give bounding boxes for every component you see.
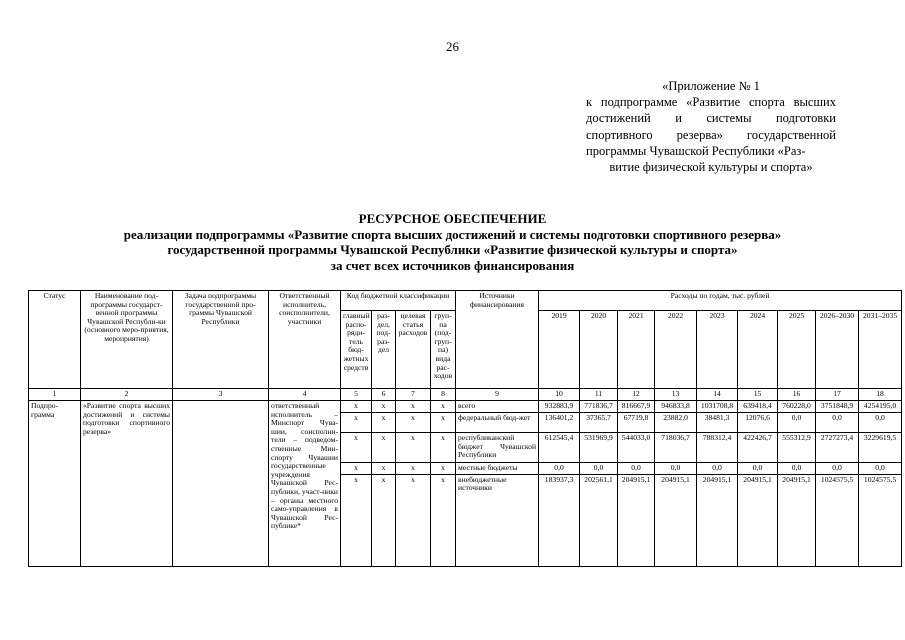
column-number: 8 [431, 389, 456, 401]
x-mark: x [341, 401, 372, 413]
value-cell: 0,0 [697, 463, 738, 475]
header-budget-code: Код бюджетной классификации [341, 291, 456, 311]
appendix-body: к подпрограмме «Развитие спорта высших достижений и системы подготовки спортивного резерва» государственной программы Чувашской Республики «Раз- [586, 95, 836, 158]
subprogram-name-cell: «Развитие спорта высших достижений и системы подготовки спортивного резерва» [81, 401, 173, 567]
value-cell: 932883,9 [539, 401, 580, 413]
value-cell: 555312,9 [778, 433, 816, 463]
x-mark: x [431, 413, 456, 433]
value-cell: 23882,0 [655, 413, 697, 433]
value-cell: 1031708,8 [697, 401, 738, 413]
value-cell: 183937,3 [539, 474, 580, 566]
x-mark: x [431, 433, 456, 463]
value-cell: 12076,6 [738, 413, 778, 433]
value-cell: 0,0 [778, 413, 816, 433]
table-row [29, 401, 902, 413]
value-cell: 639418,4 [738, 401, 778, 413]
source-cell: местные бюджеты [456, 463, 539, 475]
x-mark: x [396, 463, 431, 475]
column-number: 17 [816, 389, 859, 401]
value-cell: 0,0 [859, 413, 902, 433]
column-number: 1 [29, 389, 81, 401]
value-cell: 136401,2 [539, 413, 580, 433]
header-group: груп-па (под-груп-па) вида рас-ходов [431, 311, 456, 389]
column-number: 3 [173, 389, 269, 401]
value-cell: 0,0 [580, 463, 618, 475]
x-mark: x [396, 433, 431, 463]
value-cell: 531969,9 [580, 433, 618, 463]
header-status: Статус [29, 291, 81, 389]
x-mark: x [372, 433, 396, 463]
header-year: 2026–2030 [816, 311, 859, 389]
column-number: 7 [396, 389, 431, 401]
x-mark: x [341, 433, 372, 463]
document-heading [0, 211, 905, 273]
x-mark: x [431, 463, 456, 475]
value-cell: 204915,1 [778, 474, 816, 566]
x-mark: x [341, 413, 372, 433]
column-number: 5 [341, 389, 372, 401]
value-cell: 38481,3 [697, 413, 738, 433]
value-cell: 204915,1 [655, 474, 697, 566]
value-cell: 0,0 [655, 463, 697, 475]
header-year: 2024 [738, 311, 778, 389]
value-cell: 718036,7 [655, 433, 697, 463]
value-cell: 204915,1 [618, 474, 655, 566]
value-cell: 204915,1 [697, 474, 738, 566]
value-cell: 0,0 [816, 463, 859, 475]
value-cell: 2727273,4 [816, 433, 859, 463]
source-cell: республиканский бюджет Чувашской Республики [456, 433, 539, 463]
header-year: 2020 [580, 311, 618, 389]
x-mark: x [396, 401, 431, 413]
value-cell: 4254195,0 [859, 401, 902, 413]
x-mark: x [372, 413, 396, 433]
heading-line-3: государственной программы Чувашской Республики «Развитие физической культуры и спорта» [167, 242, 738, 257]
value-cell: 1024575,5 [816, 474, 859, 566]
status-cell: Подпро-грамма [29, 401, 81, 567]
source-cell: внебюджетные источники [456, 474, 539, 566]
header-expenses: Расходы по годам, тыс. рублей [539, 291, 902, 311]
header-task: Задача подпрограммы государственной про-граммы Чувашской Республики [173, 291, 269, 389]
executor-cell: ответственный исполнитель – Минспорт Чува-шии, соисполни-тели – подведом-ственные Мин-спорту Чувашии государственные учреждения Чувашской Рес-публики, участ-ники – органы местного само-управления в Чувашской Рес-публике* [269, 401, 341, 567]
column-number: 6 [372, 389, 396, 401]
x-mark: x [372, 474, 396, 566]
value-cell: 202561,1 [580, 474, 618, 566]
x-mark: x [396, 413, 431, 433]
appendix-title: «Приложение № 1 [662, 79, 760, 93]
column-number: 4 [269, 389, 341, 401]
header-year: 2019 [539, 311, 580, 389]
header-year: 2031–2035 [859, 311, 902, 389]
appendix-note [586, 78, 836, 175]
value-cell: 37365,7 [580, 413, 618, 433]
header-executor: Ответственный исполнитель, соисполнители, участники [269, 291, 341, 389]
value-cell: 204915,1 [738, 474, 778, 566]
value-cell: 788312,4 [697, 433, 738, 463]
header-manager: главный распо-ряди-тель бюд-жетных средств [341, 311, 372, 389]
value-cell: 816667,9 [618, 401, 655, 413]
header-target: целевая статья расходов [396, 311, 431, 389]
column-number: 9 [456, 389, 539, 401]
header-year: 2025 [778, 311, 816, 389]
column-number: 11 [580, 389, 618, 401]
x-mark: x [341, 474, 372, 566]
column-number: 13 [655, 389, 697, 401]
task-cell [173, 401, 269, 567]
column-number: 16 [778, 389, 816, 401]
heading-line-4: за счет всех источников финансирования [330, 257, 575, 273]
heading-line-1: РЕСУРСНОЕ ОБЕСПЕЧЕНИЕ [358, 211, 547, 226]
x-mark: x [431, 401, 456, 413]
header-name: Наименование под-программы государст-венной программы Чувашской Республи-ки (основного меро-приятия, мероприятия) [81, 291, 173, 389]
x-mark: x [372, 401, 396, 413]
page-number: 26 [446, 39, 459, 54]
header-year: 2022 [655, 311, 697, 389]
value-cell: 612545,4 [539, 433, 580, 463]
header-sources: Источники финансирования [456, 291, 539, 389]
value-cell: 0,0 [738, 463, 778, 475]
value-cell: 3229619,5 [859, 433, 902, 463]
value-cell: 760228,0 [778, 401, 816, 413]
header-year: 2021 [618, 311, 655, 389]
column-number: 12 [618, 389, 655, 401]
value-cell: 67719,8 [618, 413, 655, 433]
column-number: 10 [539, 389, 580, 401]
value-cell: 0,0 [778, 463, 816, 475]
heading-line-2: реализации подпрограммы «Развитие спорта высших достижений и системы подготовки спортивного резерва» [123, 226, 782, 242]
value-cell: 3751848,9 [816, 401, 859, 413]
x-mark: x [341, 463, 372, 475]
column-number: 2 [81, 389, 173, 401]
header-section: раз-дел, под-раз-дел [372, 311, 396, 389]
value-cell: 0,0 [859, 463, 902, 475]
source-cell: федеральный бюд-жет [456, 413, 539, 433]
value-cell: 946833,8 [655, 401, 697, 413]
x-mark: x [431, 474, 456, 566]
x-mark: x [372, 463, 396, 475]
column-number: 14 [697, 389, 738, 401]
resource-table [28, 290, 902, 567]
appendix-last-line: витие физической культуры и спорта» [609, 160, 813, 175]
column-number: 15 [738, 389, 778, 401]
source-cell: всего [456, 401, 539, 413]
value-cell: 422426,7 [738, 433, 778, 463]
value-cell: 771836,7 [580, 401, 618, 413]
value-cell: 1024575,5 [859, 474, 902, 566]
value-cell: 0,0 [816, 413, 859, 433]
header-year: 2023 [697, 311, 738, 389]
value-cell: 0,0 [539, 463, 580, 475]
value-cell: 544033,0 [618, 433, 655, 463]
x-mark: x [396, 474, 431, 566]
value-cell: 0,0 [618, 463, 655, 475]
column-number: 18 [859, 389, 902, 401]
